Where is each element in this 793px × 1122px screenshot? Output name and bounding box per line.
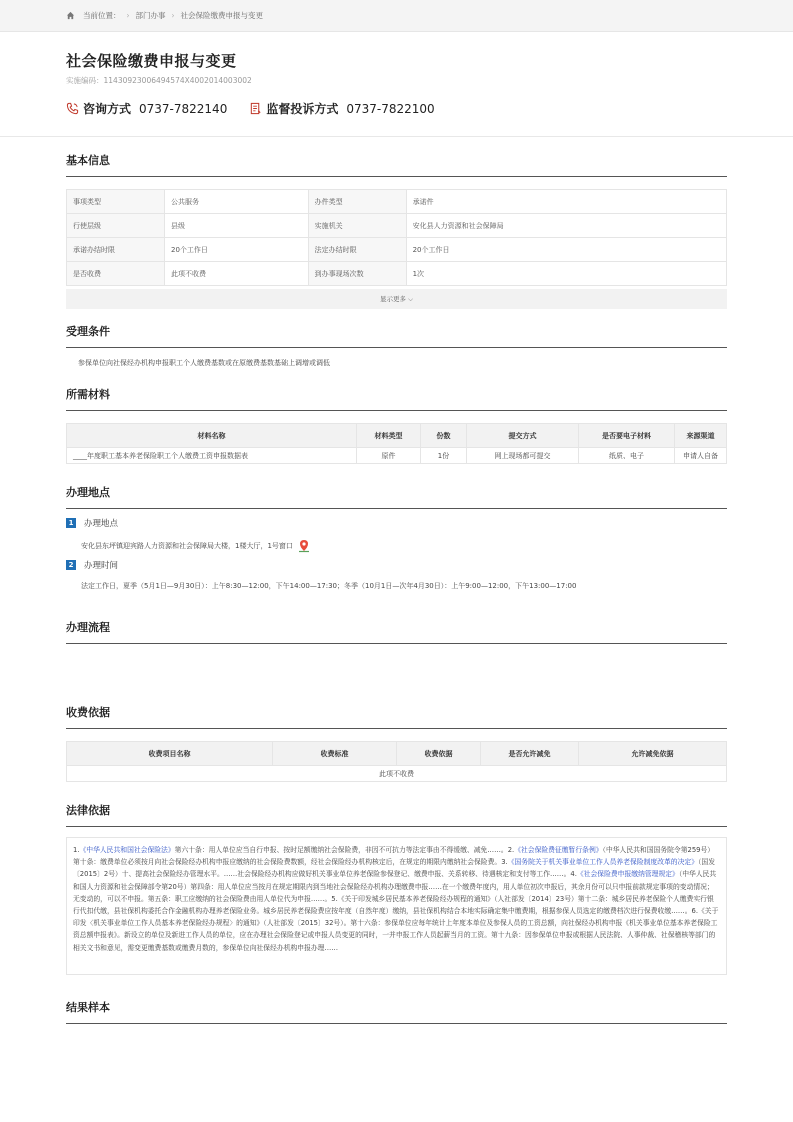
fees-header: 收费依据 — [397, 742, 481, 766]
law-text — [66, 837, 727, 975]
fees-header: 收费标准 — [273, 742, 397, 766]
fees-empty: 此项不收费 — [67, 766, 727, 782]
info-value: 承诺件 — [406, 190, 726, 214]
info-value: 公共服务 — [165, 190, 309, 214]
map-pin-icon[interactable] — [297, 539, 311, 553]
complaint-label: 监督投诉方式 — [266, 102, 339, 116]
basic-info-title: 基本信息 — [66, 152, 727, 177]
phone-icon — [66, 102, 79, 115]
fees-header: 收费项目名称 — [67, 742, 273, 766]
law-text-segment: 第六十条：用人单位应当自行申报、按时足额缴纳社会保险费，非因不可抗力等法定事由不得缓缴、减免……。2. — [174, 846, 515, 854]
basic-info-section — [66, 152, 727, 309]
implementation-code: 实施编码：11430923006494574X4002014003002 — [66, 76, 252, 85]
material-cell: 原件 — [357, 448, 421, 464]
basic-info-table — [66, 189, 727, 286]
page-header — [0, 32, 793, 137]
law-section — [66, 802, 727, 975]
sample-section — [66, 999, 727, 1024]
law-text-segment: （中华人民共和国国务院令第259号）第十条：缴费单位必须按月向社会保险经办机构申报应缴纳的社会保险费数额，经社会保险经办机构核定后，在规定的期限内缴纳社会保险费。3. — [73, 846, 715, 867]
show-more-button[interactable] — [66, 289, 727, 309]
fees-header: 是否允许减免 — [481, 742, 579, 766]
material-cell: 纸质、电子 — [579, 448, 675, 464]
law-link[interactable]: 《国务院关于机关事业单位工作人员养老保险制度改革的决定》 — [507, 858, 698, 867]
breadcrumb-prefix: 当前位置： — [83, 11, 121, 20]
info-row — [67, 190, 727, 214]
info-key: 办件类型 — [308, 190, 406, 214]
material-cell: 1份 — [421, 448, 467, 464]
info-value: 县级 — [165, 214, 309, 238]
law-text-segment: （国发〔2015〕2号）十、提高社会保险经办管理水平。……社会保险经办机构应做好机关事业单位养老保险参保登记、缴费申报、关系转移、待遇核定和支付等工作……。4. — [73, 858, 715, 879]
info-key: 事项类型 — [67, 190, 165, 214]
info-key: 法定办结时限 — [308, 238, 406, 262]
info-row — [67, 214, 727, 238]
conditions-section — [66, 323, 727, 370]
chevron-down-icon: ⌵ — [408, 295, 413, 303]
info-key: 是否收费 — [67, 262, 165, 286]
show-more-label: 显示更多 — [379, 295, 406, 303]
step-badge: 1 — [66, 518, 76, 528]
material-cell: 申请人自备 — [675, 448, 727, 464]
table-row — [67, 448, 727, 464]
breadcrumb-item-dept[interactable]: 部门办事 — [135, 11, 166, 20]
complaint-doc-icon — [249, 102, 262, 115]
chevron-right-icon: › — [171, 11, 175, 20]
info-value: 20个工作日 — [165, 238, 309, 262]
location-title: 办理地点 — [66, 484, 727, 509]
info-row — [67, 238, 727, 262]
materials-section — [66, 386, 727, 464]
contact-bar — [66, 100, 727, 117]
location-address — [66, 539, 727, 553]
sample-title: 结果样本 — [66, 999, 727, 1024]
info-key: 行使层级 — [67, 214, 165, 238]
law-text-segment: （中华人民共和国人力资源和社会保障部令第20号）第四条：用人单位应当按月在规定期限内到当地社会保险经办机构办理缴费申报……在一个缴费年度内，用人单位初次申报后，其余月份可以只申报前款规定事项的变动情况；无变动的，可以不申报。第五条：职工应缴纳的社会保险费由用人单位代为申报……。5.《关于印发城乡居民基本养老保险经办规程的通知》（人社部发〔2014〕23号）第十二条：城乡居民养老保险个人缴费实行银行代扣代缴，县社保机构委托合作金融机构办理养老保险业务。城乡居民养老保险费应按年度（自然年度）缴纳，县社保机构结合本地实际确定集中缴费期，根据参保人员选定的缴费档次进行保费收缴……。6.《关于印发〈机关事业单位工作人员基本养老保险经办规程〉的通知》（人社部发〔2015〕32号）。第十六条：参保单位应每年统计上年度本单位及参保人员的工资总额，向社保经办机构申报《机关事业单位基本养老保险工资总额申报表》。新设立的单位及新进工作人员的单位，应在办理社会保险登记或申报人员变更的同时，一并申报工作人员起薪当月的工资。第十九条：因参保单位申报或根据人民法院、人事仲裁、社保稽核等部门的相关文书和意见，需变更缴费基数或缴费月数的，参保单位向社保经办机构申报办理…… — [73, 870, 719, 952]
law-text-segment: 1. — [73, 846, 80, 854]
location-subheading — [66, 517, 727, 529]
info-key: 到办事现场次数 — [308, 262, 406, 286]
breadcrumb-item-current: 社会保险缴费申报与变更 — [180, 11, 263, 20]
location-subheading-label: 办理地点 — [84, 519, 119, 529]
home-icon[interactable] — [66, 11, 75, 20]
info-value: 安化县人力资源和社会保障局 — [406, 214, 726, 238]
consult-contact — [66, 100, 227, 117]
page-title: 社会保险缴费申报与变更 — [66, 52, 237, 70]
materials-table — [66, 423, 727, 464]
materials-header: 是否要电子材料 — [579, 424, 675, 448]
fees-table — [66, 741, 727, 782]
time-subheading-label: 办理时间 — [84, 561, 119, 571]
consult-phone[interactable]: 0737-7822140 — [139, 101, 228, 116]
location-section — [66, 484, 727, 593]
complaint-contact — [249, 100, 434, 117]
info-value: 此项不收费 — [165, 262, 309, 286]
materials-header: 来源渠道 — [675, 424, 727, 448]
info-value: 1次 — [406, 262, 726, 286]
process-title: 办理流程 — [66, 619, 727, 644]
breadcrumb — [0, 0, 793, 32]
info-row — [67, 262, 727, 286]
fees-section — [66, 704, 727, 782]
material-cell: 网上现场都可提交 — [467, 448, 579, 464]
materials-title: 所需材料 — [66, 386, 727, 411]
law-link[interactable]: 《中华人民共和国社会保险法》 — [79, 846, 175, 854]
conditions-text: 参保单位向社保经办机构申报职工个人缴费基数或在原缴费基数基础上调增或调低 — [78, 359, 330, 367]
conditions-title: 受理条件 — [66, 323, 727, 348]
consult-label: 咨询方式 — [83, 102, 132, 116]
address-text: 安化县东坪镇迎宾路人力资源和社会保障局大楼，1楼大厅，1号窗口 — [81, 542, 293, 550]
materials-header: 材料类型 — [357, 424, 421, 448]
info-value: 20个工作日 — [406, 238, 726, 262]
time-subheading — [66, 559, 727, 571]
complaint-phone[interactable]: 0737-7822100 — [346, 101, 435, 116]
law-link[interactable]: 《社会保险费申报缴纳管理规定》 — [576, 870, 679, 879]
fees-header: 允许减免依据 — [579, 742, 727, 766]
materials-header: 份数 — [421, 424, 467, 448]
law-title: 法律依据 — [66, 802, 727, 827]
materials-header: 材料名称 — [67, 424, 357, 448]
step-badge: 2 — [66, 560, 76, 570]
info-key: 承诺办结时限 — [67, 238, 165, 262]
info-key: 实施机关 — [308, 214, 406, 238]
office-hours: 法定工作日，夏季（5月1日—9月30日）：上午8:30—12:00，下午14:00—17:30；冬季（10月1日—次年4月30日）：上午9:00—12:00，下午13:00—17:00 — [81, 582, 577, 590]
chevron-right-icon: › — [126, 11, 130, 20]
materials-header: 提交方式 — [467, 424, 579, 448]
fees-title: 收费依据 — [66, 704, 727, 729]
process-section — [66, 619, 727, 644]
material-name[interactable]: ____年度职工基本养老保险职工个人缴费工资申报数据表 — [67, 448, 357, 464]
law-link[interactable]: 《社会保险费征缴暂行条例》 — [514, 846, 603, 854]
